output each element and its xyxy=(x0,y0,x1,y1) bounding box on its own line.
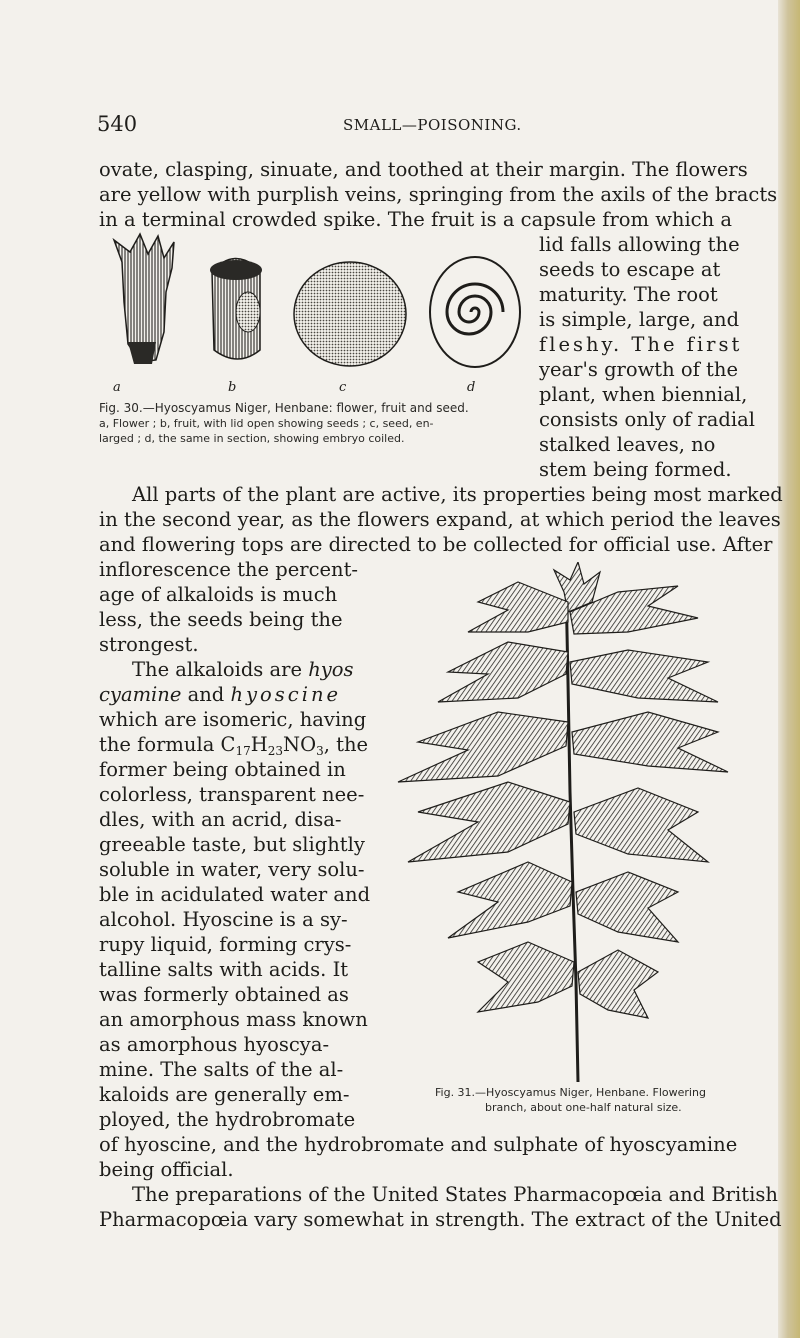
text-line: maturity. The root xyxy=(539,283,718,306)
seed-drawing xyxy=(294,262,406,366)
figure-30-illustration xyxy=(100,232,530,382)
figure-30-caption-detail: larged ; d, the same in section, showing embryo coiled. xyxy=(99,432,405,445)
text-line: are yellow with purplish veins, springing from the axils of the bracts xyxy=(99,183,778,206)
text-line: rupy liquid, forming crys- xyxy=(99,933,352,956)
text-line: lid falls allowing the xyxy=(539,233,740,256)
text-line: less, the seeds being the xyxy=(99,608,343,631)
fruit-drawing xyxy=(210,258,262,359)
figure-30-label-b: b xyxy=(228,380,237,395)
text-line: ble in acidulated water and xyxy=(99,883,371,906)
text-line: All parts of the plant are active, its properties being most marked xyxy=(132,483,783,506)
text-line: strongest. xyxy=(99,633,199,656)
text-line: of hyoscine, and the hydrobromate and sulphate of hyoscyamine xyxy=(99,1133,738,1156)
flower-drawing xyxy=(114,234,174,364)
text-line: and flowering tops are directed to be collected for official use. After xyxy=(99,533,773,556)
text-line: Pharmacopœia vary somewhat in strength. The extract of the United xyxy=(99,1208,782,1231)
text-line: dles, with an acrid, disa- xyxy=(99,808,342,831)
text-line: which are isomeric, having xyxy=(99,708,367,731)
figure-30-label-a: a xyxy=(113,380,121,395)
text-line: is simple, large, and xyxy=(539,308,740,331)
text-line: being official. xyxy=(99,1158,234,1181)
text-line: greeable taste, but slightly xyxy=(99,833,365,856)
text-line: colorless, transparent nee- xyxy=(99,783,365,806)
figure-30-label-c: c xyxy=(339,380,347,395)
text-line: The preparations of the United States Pharmacopœia and British xyxy=(132,1183,778,1206)
text-line: consists only of radial xyxy=(539,408,755,431)
text-line: stalked leaves, no xyxy=(539,433,716,456)
text-line: an amorphous mass known xyxy=(99,1008,368,1031)
henbane-branch-drawing xyxy=(398,562,728,1082)
text-line: age of alkaloids is much xyxy=(99,583,338,606)
text-line: mine. The salts of the al- xyxy=(99,1058,344,1081)
figure-31-illustration xyxy=(378,562,768,1082)
text-line: ployed, the hydrobromate xyxy=(99,1108,356,1131)
page-edge xyxy=(778,0,800,1338)
text-line: the formula $C_{17}H_{23}NO_3$, the xyxy=(99,733,369,758)
running-head: SMALL—POISONING. xyxy=(343,116,522,134)
figure-30-label-d: d xyxy=(467,380,476,395)
text-line: The alkaloids are hyos xyxy=(132,658,354,681)
text-line: stem being formed. xyxy=(539,458,732,481)
figure-31-caption: Fig. 31.—Hyoscyamus Niger, Henbane. Flowering xyxy=(435,1086,706,1099)
figure-30-caption: Fig. 30.—Hyoscyamus Niger, Henbane: flower, fruit and seed. xyxy=(99,401,469,415)
text-line: talline salts with acids. It xyxy=(99,958,349,981)
text-line: fleshy. The first xyxy=(539,333,743,356)
text-line: alcohol. Hyoscine is a sy- xyxy=(99,908,348,931)
text-line: inflorescence the percent- xyxy=(99,558,359,581)
text-line: as amorphous hyoscya- xyxy=(99,1033,330,1056)
text-line: kaloids are generally em- xyxy=(99,1083,350,1106)
seed-section-drawing xyxy=(430,257,520,367)
text-line: year's growth of the xyxy=(539,358,738,381)
text-line: former being obtained in xyxy=(99,758,346,781)
text-line: cyamine and hyoscine xyxy=(99,683,342,706)
text-line: soluble in water, very solu- xyxy=(99,858,365,881)
figure-31-caption-detail: branch, about one-half natural size. xyxy=(485,1101,682,1114)
text-line: in the second year, as the flowers expand, at which period the leaves xyxy=(99,508,781,531)
text-line: was formerly obtained as xyxy=(99,983,349,1006)
text-line: plant, when biennial, xyxy=(539,383,748,406)
text-line: ovate, clasping, sinuate, and toothed at their margin. The flowers xyxy=(99,158,748,181)
text-line: seeds to escape at xyxy=(539,258,721,281)
page-number: 540 xyxy=(97,112,138,136)
text-line: in a terminal crowded spike. The fruit is a capsule from which a xyxy=(99,208,732,231)
figure-30-caption-detail: a, Flower ; b, fruit, with lid open showing seeds ; c, seed, en- xyxy=(99,417,434,430)
